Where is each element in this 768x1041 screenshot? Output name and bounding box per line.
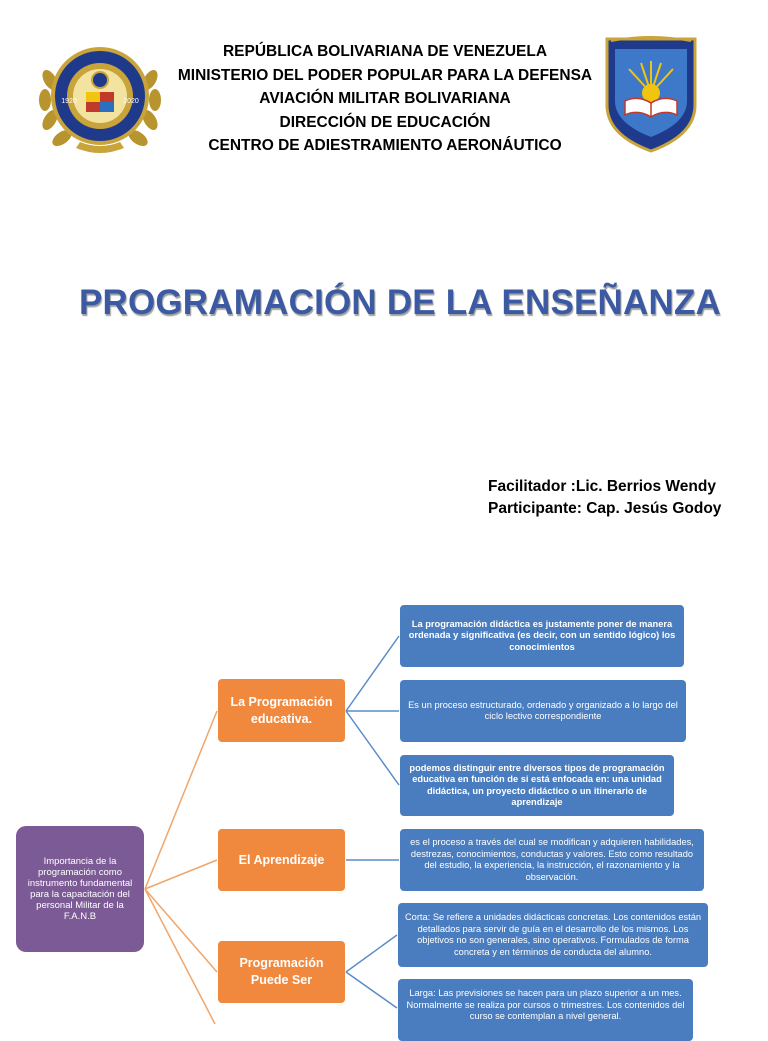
- header-line-republic: REPÚBLICA BOLIVARIANA DE VENEZUELA: [222, 43, 548, 60]
- connector-root-to-aprendizaje: [145, 860, 217, 889]
- header-line-aviation: AVIACIÓN MILITAR BOLIVARIANA: [259, 90, 511, 107]
- header-line-direction: DIRECCIÓN DE EDUCACIÓN: [279, 113, 491, 131]
- leaf-programacion-larga: Larga: Las previsiones se hacen para un plazo superior a un mes. Normalmente se realiza por cursos o trimestres. Los contenidos del curso se contemplan a nivel general.: [398, 979, 693, 1041]
- leaf-programacion-definicion: La programación didáctica es justamente poner de manera ordenada y significativa (es decir, con un sentido lógico) los conocimientos: [400, 605, 684, 667]
- connector-prog-to-leaf1: [346, 636, 399, 711]
- branch-programacion-educativa: La Programación educativa.: [218, 679, 345, 742]
- leaf-programacion-corta: Corta: Se refiere a unidades didácticas concretas. Los contenidos están detallados para servir de guía en el desarrollo de los mismos. Los objetivos no son generales, sino operativos. Formulados de forma concreta y en términos de conducta del alumno.: [398, 903, 708, 967]
- leaf-aprendizaje-definicion: es el proceso a través del cual se modifican y adquieren habilidades, destrezas, conocimientos, conductas y valores. Esto como resultado del estudio, la experiencia, la instrucción, el razonamiento y la observación.: [400, 829, 704, 891]
- connector-root-to-programacion: [145, 711, 217, 889]
- seal-year-right: 2020: [123, 98, 139, 105]
- leaf-proceso-estructurado: Es un proceso estructurado, ordenado y organizado a lo largo del ciclo lectivo correspondiente: [400, 680, 686, 742]
- header-line-center: CENTRO DE ADIESTRAMIENTO AERONÁUTICO: [208, 137, 562, 154]
- connector-prog-to-leaf3: [346, 711, 399, 785]
- participant-line: Participante: Cap. Jesús Godoy: [488, 500, 722, 517]
- diagram-root-node: Importancia de la programación como instrumento fundamental para la capacitación del personal Militar de la F.A.N.B: [16, 826, 144, 952]
- seal-year-left: 1920: [61, 98, 77, 105]
- connector-puede-ser-to-larga: [346, 972, 397, 1008]
- facilitator-line: Facilitador :Lic. Berrios Wendy: [488, 478, 716, 495]
- connector-puede-ser-to-corta: [346, 935, 397, 972]
- leaf-tipos-programacion: podemos distinguir entre diversos tipos de programación educativa en función de si está enfocada en: una unidad didáctica, un proyecto didáctico o un itinerario de aprendizaje: [400, 755, 674, 816]
- page-title: PROGRAMACIÓN DE LA ENSEÑANZA: [78, 283, 722, 322]
- branch-puede-ser: Programación Puede Ser: [218, 941, 345, 1003]
- header-line-ministry: MINISTERIO DEL PODER POPULAR PARA LA DEFENSA: [177, 66, 593, 84]
- branch-aprendizaje: El Aprendizaje: [218, 829, 345, 891]
